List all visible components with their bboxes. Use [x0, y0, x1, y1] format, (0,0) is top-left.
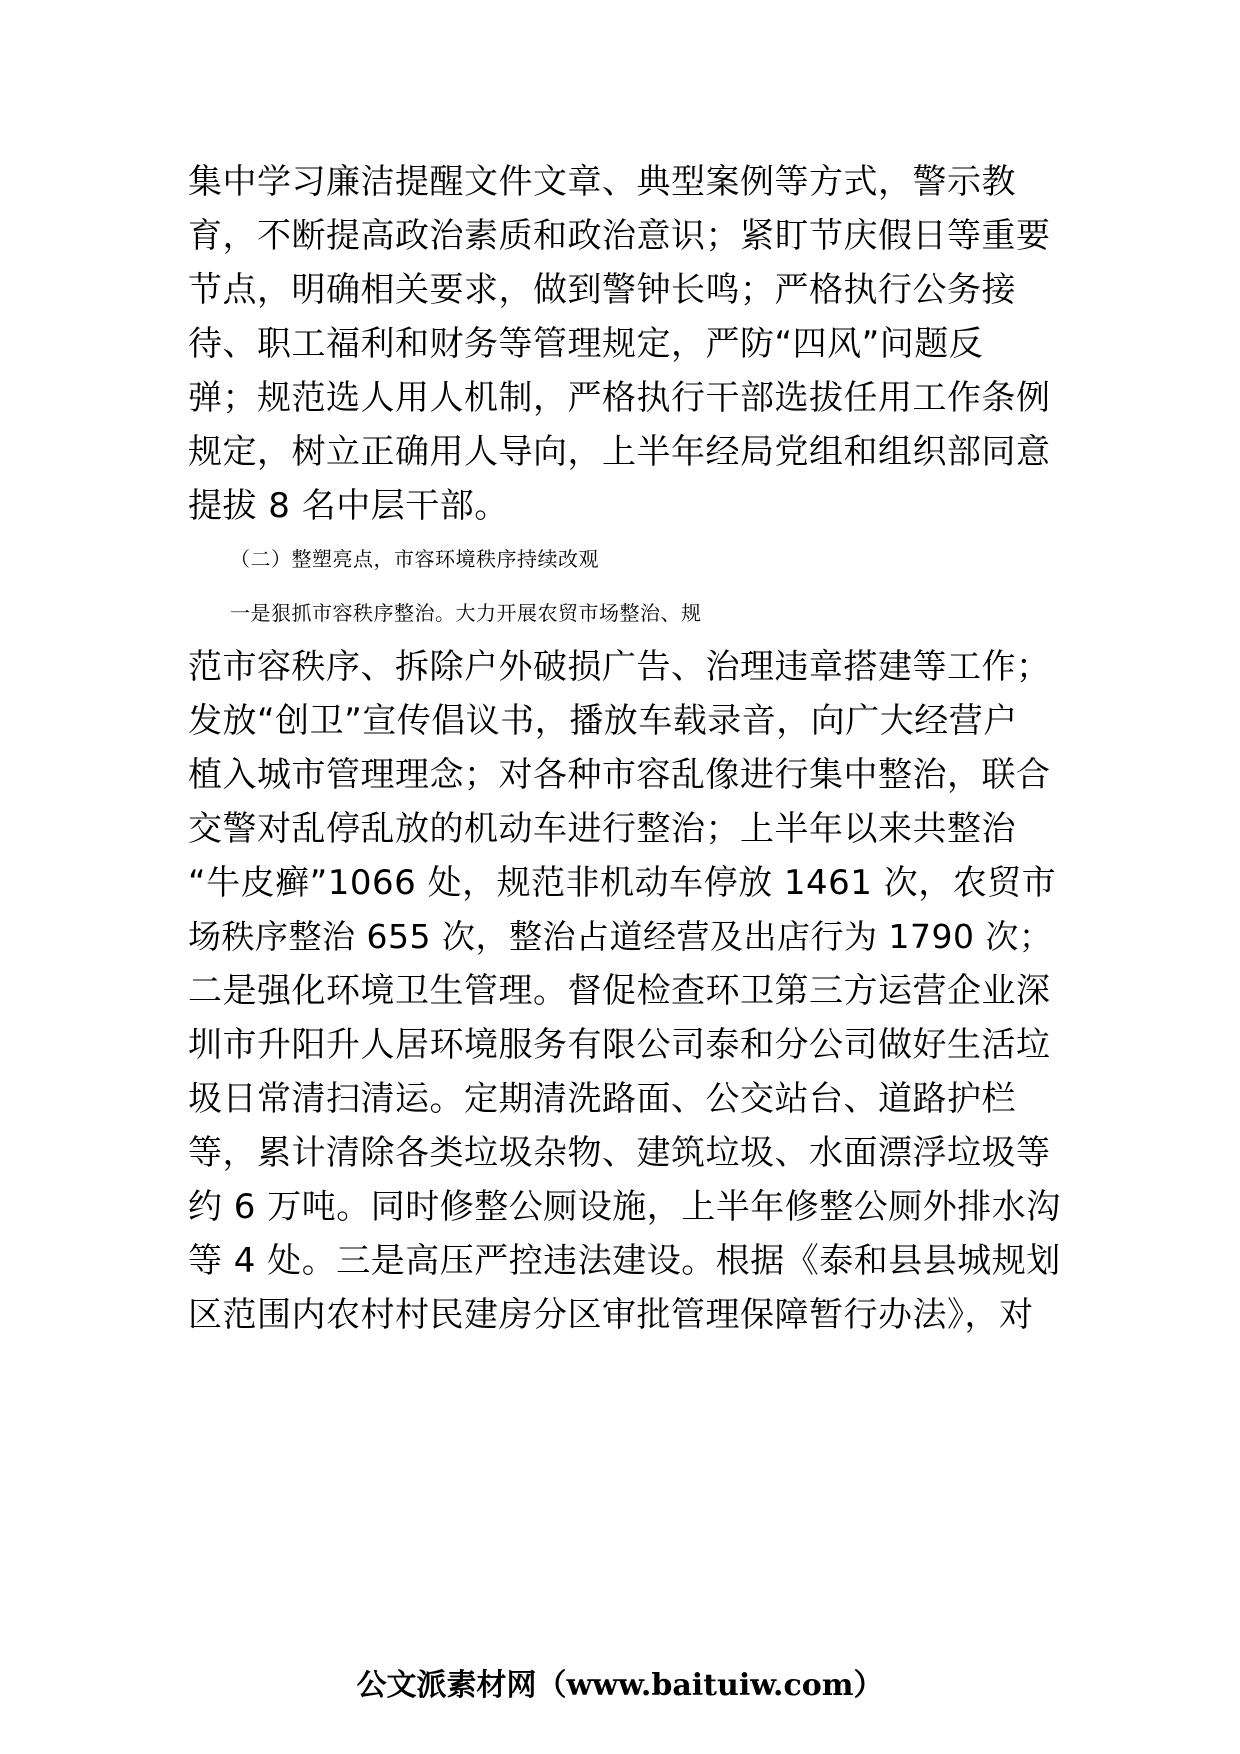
text-line: 区范围内农村村民建房分区审批管理保障暂行办法》，对: [188, 1295, 1034, 1335]
text-line: 约 6 万吨。同时修整公厕设施，上半年修整公厕外排水沟: [188, 1187, 1061, 1227]
text-line: 节点，明确相关要求，做到警钟长鸣；严格执行公务接: [188, 270, 1016, 310]
text-line: 等，累计清除各类垃圾杂物、建筑垃圾、水面漂浮垃圾等: [188, 1133, 1051, 1173]
text-line: 一是狠抓市容秩序整治。大力开展农贸市场整治、规: [230, 601, 702, 625]
text-line: 提拔 8 名中层干部。: [188, 486, 509, 526]
text-line: “牛皮癣”1066 处，规范非机动车停放 1461 次，农贸市: [188, 863, 1057, 903]
text-line: 等 4 处。三是高压严控违法建设。根据《泰和县县城规划: [188, 1241, 1061, 1281]
text-line: 待、职工福利和财务等管理规定，严防“四风”问题反: [188, 324, 984, 364]
text-line: 范市容秩序、拆除户外破损广告、治理违章搭建等工作；: [188, 647, 1051, 687]
text-line: 圾日常清扫清运。定期清洗路面、公交站台、道路护栏: [188, 1079, 1016, 1119]
text-line: 集中学习廉洁提醒文件文章、典型案例等方式，警示教: [188, 162, 1016, 202]
section-heading: （二）整塑亮点，市容环境秩序持续改观: [230, 547, 599, 571]
text-line: 规定，树立正确用人导向，上半年经局党组和组织部同意: [188, 432, 1051, 472]
text-line: 圳市升阳升人居环境服务有限公司泰和分公司做好生活垃: [188, 1025, 1051, 1065]
footer-watermark: 公文派素材网（www.baituiw.com）: [356, 1668, 884, 1703]
text-line: 植入城市管理理念；对各种市容乱像进行集中整治，联合: [188, 755, 1051, 795]
text-line: 发放“创卫”宣传倡议书，播放车载录音，向广大经营户: [188, 701, 1018, 741]
text-line: 弹；规范选人用人机制，严格执行干部选拔任用工作条例: [188, 378, 1051, 418]
text-line: 育，不断提高政治素质和政治意识；紧盯节庆假日等重要: [188, 216, 1051, 256]
text-line: 交警对乱停乱放的机动车进行整治；上半年以来共整治: [188, 809, 1016, 849]
text-line: 场秩序整治 655 次，整治占道经营及出店行为 1790 次；: [188, 917, 1053, 956]
text-line: 二是强化环境卫生管理。督促检查环卫第三方运营企业深: [188, 971, 1051, 1011]
